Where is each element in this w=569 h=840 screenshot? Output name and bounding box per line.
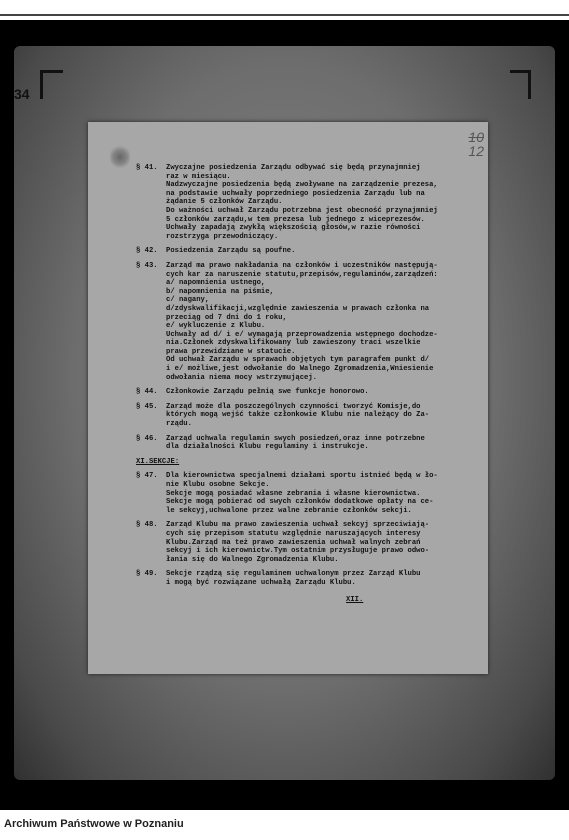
text-line: Zarząd Klubu ma prawo zawieszenia uchwał sekcyj sprzeciwiają- bbox=[166, 521, 430, 530]
text-line: Od uchwał Zarządu w sprawach objętych tym paragrafem punkt d/ bbox=[166, 356, 430, 365]
paragraph-body bbox=[166, 164, 482, 241]
text-line: Zwyczajne posiedzenia Zarządu odbywać się będą przynajmniej bbox=[166, 164, 421, 172]
paragraph-body bbox=[166, 262, 482, 382]
text-line: łania się do Walnego Zgromadzenia Klubu. bbox=[166, 555, 339, 564]
text-line: Do ważności uchwał Zarządu potrzebna jest obecność przynajmniej bbox=[166, 206, 438, 215]
paragraph-number: § 47. bbox=[136, 472, 158, 481]
paragraph-number: § 43. bbox=[136, 261, 158, 270]
text-line: Sekcje mogą posiadać własne zebrania i własne kierownictwa. bbox=[166, 489, 421, 498]
archive-name: Archiwum Państwowe w Poznaniu bbox=[4, 818, 184, 830]
paragraph-body bbox=[166, 472, 482, 515]
text-line: nie Klubu osobne Sekcje. bbox=[166, 481, 270, 489]
text-line: c/ nagany, bbox=[166, 296, 210, 305]
top-divider bbox=[0, 14, 569, 16]
text-line: Sekcje rządzą się regulaminem uchwalonym przez Zarząd Klubu bbox=[166, 570, 421, 579]
section-heading: XI.SEKCJE: bbox=[136, 457, 180, 466]
closing-mark: XII. bbox=[346, 595, 364, 604]
text-line: odwołania niema mocy wstrzymującej. bbox=[166, 373, 317, 382]
paragraph-number: § 42. bbox=[136, 247, 158, 256]
archive-ref-struck: 10 bbox=[468, 129, 484, 145]
text-line: przeciąg od 7 dni do 1 roku, bbox=[166, 313, 287, 322]
archive-reference bbox=[468, 130, 484, 158]
text-line: nia.Członek zdyskwalifikowany lub zawieszony traci wszelkie bbox=[166, 339, 421, 348]
paragraph-number: § 46. bbox=[136, 434, 158, 443]
paragraph bbox=[136, 164, 482, 241]
paragraph-number: § 45. bbox=[136, 402, 158, 411]
paragraph-group-sections bbox=[136, 472, 482, 587]
paragraph bbox=[136, 472, 482, 515]
paragraph-number: § 41. bbox=[136, 164, 158, 172]
text-line: i e/ możliwe,jest odwołanie do Walnego Zgromadzenia,Wniesienie bbox=[166, 365, 434, 374]
text-line: cych kar za naruszenie statutu,przepisów,regulaminów,zarządzeń: bbox=[166, 270, 438, 279]
paragraph bbox=[136, 435, 482, 452]
paragraph-body bbox=[166, 435, 482, 452]
text-line: Klubu.Zarząd ma też prawo zawieszenia uchwał walnych zebrań bbox=[166, 538, 421, 547]
text-line: cych się przepisom statutu względnie naruszających interesy bbox=[166, 529, 421, 538]
text-line: sekcyj i ich kierownictw.Tym ostatnim przysługuje prawo odwo- bbox=[166, 547, 430, 556]
text-line: których mogą wejść także członkowie Klubu nie należący do Za- bbox=[166, 411, 430, 420]
text-line: Uchwały ad d/ i e/ wymagają przeprowadzenia wstępnego dochodze- bbox=[166, 330, 438, 339]
text-line: rządu. bbox=[166, 420, 192, 429]
ink-blot bbox=[110, 144, 130, 170]
paragraph bbox=[136, 247, 482, 256]
text-line: na podstawie uchwały poprzedniego posiedzenia Zarządu lub na bbox=[166, 189, 425, 198]
paragraph-body bbox=[166, 247, 482, 256]
frame-number: 34 bbox=[14, 86, 30, 102]
paragraph bbox=[136, 262, 482, 382]
text-line: a/ napomnienia ustnego, bbox=[166, 279, 266, 288]
paragraph-body bbox=[166, 388, 482, 397]
text-line: prawa przewidziane w statucie. bbox=[166, 347, 296, 356]
corner-mark-left bbox=[40, 70, 63, 99]
archive-ref-current: 12 bbox=[468, 143, 484, 159]
text-line: raz w miesiącu. bbox=[166, 172, 231, 181]
paragraph bbox=[136, 521, 482, 564]
paragraph bbox=[136, 570, 482, 587]
paragraph-number: § 49. bbox=[136, 570, 158, 579]
text-line: Zarząd uchwala regulamin swych posiedzeń,oraz inne potrzebne bbox=[166, 434, 425, 443]
paragraph bbox=[136, 388, 482, 397]
text-line: rozstrzyga przewodniczący. bbox=[166, 232, 279, 241]
paragraph-number: § 48. bbox=[136, 521, 158, 530]
text-line: 5 członków zarządu,w tem prezesa lub jednego z wiceprezesów. bbox=[166, 215, 425, 224]
paragraph-body bbox=[166, 521, 482, 564]
text-line: Uchwały zapadają zwykłą większością głosów,w razie równości bbox=[166, 224, 421, 233]
text-line: dla działalności Klubu regulaminy i instrukcje. bbox=[166, 443, 369, 452]
text-line: Nadzwyczajne posiedzenia będą zwoływane na zarządzenie prezesa, bbox=[166, 181, 438, 190]
text-line: Zarząd ma prawo nakładania na członków i uczestników następują- bbox=[166, 261, 438, 270]
paragraph-group-council bbox=[136, 164, 482, 452]
paragraph-body bbox=[166, 570, 482, 587]
text-line: Sekcje mogą pobierać od swych członków dodatkowe opłaty na ce- bbox=[166, 498, 434, 507]
text-line: Dla kierownictwa specjalnemi działami sportu istnieć będą w ło- bbox=[166, 472, 438, 481]
text-line: i mogą być rozwiązane uchwałą Zarządu Klubu. bbox=[166, 578, 356, 587]
text-line: b/ napomnienia na piśmie, bbox=[166, 287, 274, 296]
text-line: Posiedzenia Zarządu są poufne. bbox=[166, 247, 296, 256]
paragraph bbox=[136, 403, 482, 429]
text-line: d/zdyskwalifikacji,względnie zawieszenia w prawach członka na bbox=[166, 304, 430, 313]
text-line: e/ wykluczenie z Klubu. bbox=[166, 322, 266, 331]
document-text bbox=[136, 164, 482, 604]
corner-mark-right bbox=[510, 70, 531, 99]
paragraph-number: § 44. bbox=[136, 388, 158, 397]
document-page bbox=[88, 122, 488, 674]
text-line: żądanie 5 członków Zarządu. bbox=[166, 198, 283, 207]
text-line: Zarząd może dla poszczególnych czynności tworzyć Komisje,do bbox=[166, 402, 421, 411]
text-line: le sekcyj,uchwalone przez walne zebranie członków sekcji. bbox=[166, 506, 412, 515]
paragraph-body bbox=[166, 403, 482, 429]
text-line: Członkowie Zarządu pełnią swe funkcje honorowo. bbox=[166, 388, 369, 397]
